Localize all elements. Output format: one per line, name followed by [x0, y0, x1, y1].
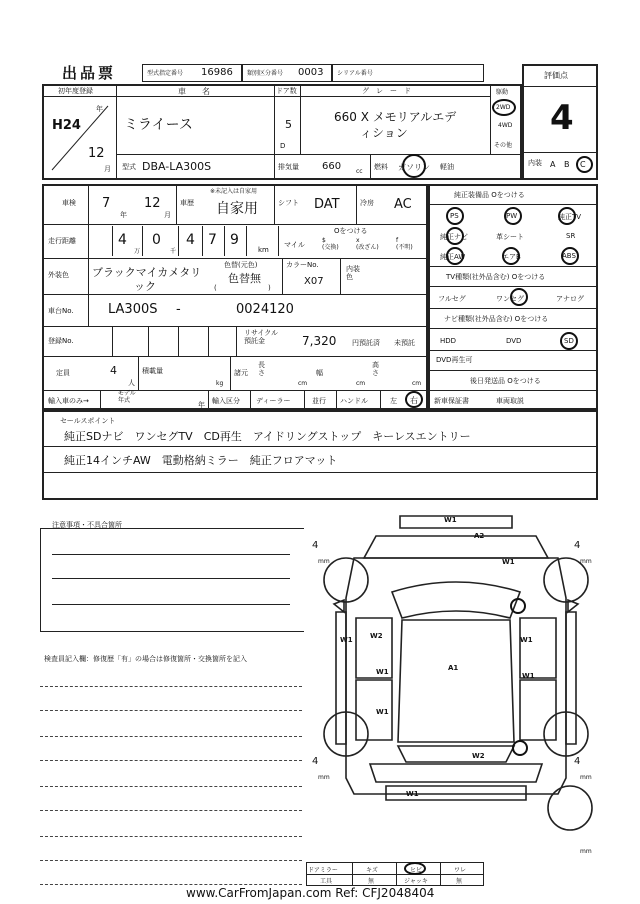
- mileage-digit-2: 0: [152, 232, 161, 248]
- model-cert-box: [142, 64, 242, 82]
- dim-width: 幅: [316, 369, 323, 377]
- equip-airbag-circle: [502, 247, 520, 265]
- doors-label: ドア数: [276, 87, 297, 95]
- drive-label: 駆動: [496, 89, 509, 96]
- import-label: 輸入車のみ→: [48, 397, 89, 405]
- tire-fr-value: 4: [574, 540, 581, 551]
- handle-right: 右: [410, 396, 418, 405]
- damage-w1-right-door: W1: [522, 672, 535, 680]
- tv-oneseg: ワンセグ: [496, 295, 524, 303]
- sheet-title: 出品票: [62, 64, 117, 82]
- category-label: 類別区分番号: [247, 70, 284, 77]
- drive-2wd-circle: [492, 99, 516, 116]
- damage-mark-circle-2: [512, 740, 528, 756]
- equip-tv-circle: [558, 207, 576, 225]
- equip-navi: 純正ナビ: [440, 233, 468, 241]
- fuel-light-oil: 軽油: [440, 163, 454, 171]
- car-name: ミライース: [124, 117, 193, 133]
- selling-points-label: セールスポイント: [60, 417, 116, 425]
- unregistered-note: ※未記入は自家用: [210, 188, 258, 195]
- interior-a: A: [550, 160, 556, 169]
- type-value: DBA-LA300S: [142, 160, 212, 173]
- chassis-prefix: LA300S: [108, 302, 158, 317]
- serial-box: [332, 64, 484, 82]
- equip-airbag: エアB: [502, 253, 521, 261]
- shaken-year-unit: 年: [120, 211, 127, 219]
- usage-value: 自家用: [216, 201, 258, 217]
- tv-analog: アナログ: [556, 295, 584, 303]
- damage-w2-rear: W2: [472, 752, 485, 760]
- equip-abs-circle: [561, 247, 579, 265]
- equip-pw-circle: [504, 207, 522, 225]
- grade-line2: ィション: [360, 126, 408, 140]
- dvd-playback: DVD再生可: [436, 356, 473, 364]
- navi-dvd: DVD: [506, 337, 522, 345]
- handle-label: ハンドル: [340, 397, 368, 405]
- damage-w1-left-door: W1: [376, 668, 389, 676]
- equipment-title: 純正装備品 Oをつける: [454, 191, 525, 199]
- tire-spare-unit: mm: [580, 848, 592, 855]
- odo-exchange: $ (交換): [322, 237, 339, 251]
- equip-ps: PS: [450, 212, 459, 220]
- tire-rr-unit: mm: [580, 774, 592, 781]
- navi-sd-circle: [560, 332, 578, 350]
- car-damage-diagram: [300, 508, 616, 858]
- selling-point-line1: 純正SDナビ ワンセグTV CD再生 アイドリングストップ キーレスエントリー: [64, 430, 471, 443]
- recycle-label: リサイクル 預託金: [244, 329, 279, 345]
- grade-label: グ レ ー ド: [362, 87, 411, 95]
- interior-label: 内装: [528, 159, 542, 167]
- shaken-label: 車検: [62, 199, 76, 207]
- damage-w1-right: W1: [520, 636, 533, 644]
- dims-label: 諸元: [234, 369, 248, 377]
- tv-title: TV種類(社外品含む) Oをつける: [446, 273, 546, 281]
- dim-length: 長 さ: [258, 361, 265, 377]
- damage-mark-circle-1: [510, 598, 526, 614]
- mileage-digit-3: 4: [186, 232, 195, 248]
- shaken-year: 7: [102, 196, 111, 211]
- shift-label: シフト: [278, 199, 299, 207]
- regno-label: 登録No.: [48, 337, 74, 345]
- serial-label: シリアル番号: [337, 70, 373, 77]
- inspector-label: 検査員記入欄：修復歴「有」の場合は修復箇所・交換箇所を記入: [44, 655, 247, 663]
- category-value: 0003: [298, 67, 324, 78]
- tv-oneseg-circle: [510, 288, 528, 306]
- chassis-dash: -: [176, 302, 181, 317]
- equip-navi-circle: [446, 227, 464, 245]
- drive-2wd: 2WD: [496, 104, 511, 111]
- equip-aw-circle: [446, 247, 464, 265]
- damage-a2: A2: [474, 532, 485, 540]
- kg-unit: kg: [216, 380, 224, 387]
- drive-other: その他: [494, 142, 513, 149]
- grade-line1: 660 X メモリアルエデ: [334, 110, 457, 124]
- th-door-mirror: ドアミラー: [308, 867, 338, 874]
- month-unit: 月: [104, 165, 111, 173]
- equip-aw: 純正AW: [440, 253, 466, 261]
- selling-point-line2: 純正14インチAW 電動格納ミラー 純正フロアマット: [64, 454, 338, 467]
- model-cert-label: 型式指定番号: [147, 70, 184, 77]
- car-name-label: 車 名: [178, 87, 210, 96]
- td-jack-value: 無: [456, 878, 463, 885]
- interior-c: C: [580, 160, 586, 169]
- capacity-label: 定員: [56, 369, 70, 377]
- first-reg-label: 初年度登録: [58, 87, 93, 95]
- th-break: ワレ: [454, 867, 467, 874]
- recycle-unpaid: 未預託: [394, 339, 415, 347]
- import-dealer: ディーラー: [256, 397, 291, 405]
- footer-ref: www.CarFromJapan.com Ref: CFJ2048404: [186, 886, 435, 900]
- crack-circle: [404, 862, 426, 875]
- fuel-label: 燃料: [374, 163, 388, 171]
- td-tools: 工具: [320, 878, 333, 885]
- shaken-month: 12: [144, 196, 161, 211]
- equip-ps-circle: [446, 207, 464, 225]
- mileage-label: 走行距離: [48, 237, 76, 245]
- doors-suffix: D: [280, 142, 286, 150]
- aftermarket-title: 後日発送品 Oをつける: [470, 377, 541, 385]
- tire-rr-value: 4: [574, 756, 581, 767]
- tire-fr-unit: mm: [580, 558, 592, 565]
- damage-w1-left: W1: [340, 636, 353, 644]
- caution-label: 注意事項・不具合箇所: [52, 521, 122, 529]
- interior-color-label: 内装 色: [346, 265, 360, 281]
- damage-w1-rear-left: W1: [376, 708, 389, 716]
- first-reg-month: 12: [88, 146, 105, 161]
- chassis-label: 車台No.: [48, 307, 74, 315]
- interior-b: B: [564, 160, 570, 169]
- import-parallel: 並行: [312, 397, 326, 405]
- capacity-unit: 人: [128, 379, 135, 387]
- shaken-month-unit: 月: [164, 211, 171, 219]
- navi-hdd: HDD: [440, 337, 457, 345]
- color-no-label: カラーNo.: [286, 261, 319, 269]
- equip-tv: 純正TV: [558, 213, 582, 221]
- recycle-paid: 円預託済: [352, 339, 380, 347]
- navi-title: ナビ種類(社外品含む) Oをつける: [444, 315, 549, 323]
- displacement-label: 排気量: [278, 163, 299, 171]
- repaint-label: 色替(元色): [224, 261, 258, 269]
- color-no-value: X07: [304, 276, 324, 287]
- after-manual: 車両取説: [496, 397, 524, 405]
- color-label: 外装色: [48, 271, 69, 279]
- tire-fl-value: 4: [312, 540, 319, 551]
- damage-w1-front: W1: [444, 516, 457, 524]
- category-box: [242, 64, 332, 82]
- equip-abs: ABS: [562, 252, 576, 260]
- fuel-gasoline: ガソリン: [398, 163, 430, 172]
- color-line1: ブラックマイカメタリ: [92, 266, 202, 279]
- after-warranty: 新車保証書: [434, 397, 469, 405]
- damage-a1: A1: [448, 664, 459, 672]
- drive-4wd: 4WD: [498, 122, 513, 129]
- handle-right-circle: [405, 391, 423, 408]
- mileage-digit-1: 4: [118, 232, 127, 248]
- tire-rl-unit: mm: [318, 774, 330, 781]
- th-crack: ヒビ: [410, 867, 423, 874]
- cc-unit: cc: [356, 168, 363, 175]
- repaint-value: 色替無: [228, 272, 261, 285]
- equip-pw: PW: [506, 212, 518, 220]
- td-tools-value: 無: [368, 878, 375, 885]
- man-unit: 万: [134, 248, 141, 255]
- equip-leather: 革シート: [496, 233, 524, 241]
- navi-sd: SD: [564, 337, 574, 345]
- ac-label: 冷房: [360, 199, 374, 207]
- score-label: 評価点: [544, 71, 568, 80]
- odo-circle-note: Oをつける: [334, 227, 368, 235]
- import-type-label: 輸入区分: [212, 397, 240, 405]
- caution-box: [40, 528, 304, 632]
- model-year-label: モデル 年式: [118, 390, 136, 404]
- fuel-gasoline-circle: [402, 154, 426, 178]
- ac-value: AC: [394, 197, 412, 212]
- score-value: 4: [550, 98, 574, 138]
- capacity-value: 4: [110, 364, 117, 377]
- doors-value: 5: [285, 118, 292, 131]
- damage-w1-right-front: W1: [502, 558, 515, 566]
- score-box: [522, 64, 598, 180]
- dim-length-cm: cm: [298, 380, 308, 387]
- dim-height-cm: cm: [412, 380, 422, 387]
- model-cert-value: 16986: [201, 67, 233, 78]
- mileage-digit-5: 9: [230, 232, 239, 248]
- dim-width-cm: cm: [356, 380, 366, 387]
- load-label: 積載量: [142, 367, 163, 375]
- dim-height: 高 さ: [372, 361, 379, 377]
- usage-label: 車歴: [180, 199, 194, 207]
- type-label: 型式: [122, 163, 136, 171]
- displacement-value: 660: [322, 161, 342, 172]
- first-reg-year: H24: [52, 118, 81, 133]
- mileage-digit-4: 7: [208, 232, 217, 248]
- sen-unit: 千: [170, 248, 177, 255]
- odo-unknown: f (不明): [396, 237, 413, 251]
- th-scratch: キズ: [366, 867, 378, 874]
- model-year-unit: 年: [198, 401, 205, 409]
- interior-c-circle: [576, 156, 593, 173]
- handle-left: 左: [390, 397, 397, 405]
- tv-fullseg: フルセグ: [438, 295, 466, 303]
- equip-sr: SR: [566, 232, 576, 240]
- damage-w1-rear: W1: [406, 790, 419, 798]
- odo-tampered: x (改ざん): [356, 237, 379, 251]
- recycle-amount: 7,320: [302, 334, 337, 348]
- year-unit: 年: [96, 105, 103, 113]
- shift-value: DAT: [314, 197, 340, 212]
- chassis-no: 0024120: [236, 302, 294, 317]
- km-unit: km: [258, 246, 269, 254]
- mile-label: マイル: [284, 241, 305, 249]
- tire-rl-value: 4: [312, 756, 319, 767]
- color-line2: ック: [134, 280, 156, 293]
- tire-fl-unit: mm: [318, 558, 330, 565]
- td-jack: ジャッキ: [404, 878, 428, 885]
- damage-w2-left: W2: [370, 632, 383, 640]
